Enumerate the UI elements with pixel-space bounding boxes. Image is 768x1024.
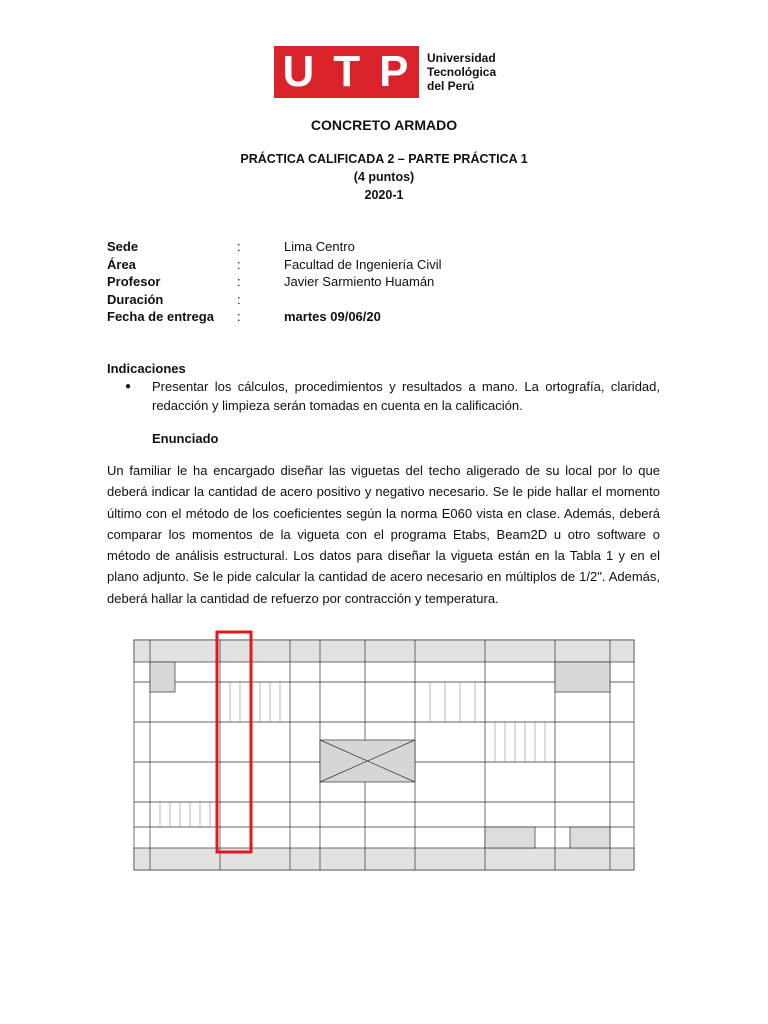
info-colon: : [237, 256, 241, 272]
logo-line-2: Tecnológica [427, 65, 497, 79]
info-value: martes 09/06/20 [284, 309, 381, 324]
info-colon: : [237, 291, 241, 307]
exam-header [0, 150, 768, 204]
logo-letter-p: P [379, 47, 411, 96]
indications-title: Indicaciones [107, 361, 186, 376]
exam-title: PRÁCTICA CALIFICADA 2 – PARTE PRÁCTICA 1 [240, 152, 528, 166]
logo-letter-t: T [333, 47, 363, 96]
statement-text: Un familiar le ha encargado diseñar las viguetas del techo aligerado de su local por lo que deberá indicar la cantidad de acero positivo y negativo necesario. Se le pide hallar el momento último con el método de los coeficientes según la norma E060 vista en clase. Además, deberá comparar los momentos de la vigueta con el programa Etabs, Beam2D u otro software o método de análisis estructural. Los datos para diseñar la vigueta están en la Tabla 1 y en el plano adjunto. Se le pide calcular la cantidad de acero necesario en múltiplos de 1/2". Además, deberá hallar la cantidad de refuerzo por contracción y temperatura. [107, 463, 660, 606]
info-table [107, 238, 442, 326]
info-label: Área [107, 256, 136, 272]
info-row [107, 273, 442, 291]
utp-logo [274, 46, 496, 98]
info-row [107, 308, 442, 326]
statement-title: Enunciado [152, 431, 219, 446]
info-row [107, 291, 442, 309]
course-title: CONCRETO ARMADO [310, 117, 458, 133]
logo-wordmark [427, 51, 496, 93]
logo-letter-u: U [282, 47, 317, 96]
info-label: Sede [107, 239, 139, 254]
logo-mark [274, 46, 419, 98]
bullet-icon: ● [125, 381, 132, 392]
exam-period: 2020-1 [364, 188, 404, 202]
exam-points: (4 puntos) [353, 170, 415, 184]
highlighted-joist-strip [217, 632, 251, 852]
info-label: Profesor [107, 274, 161, 289]
info-label: Duración [107, 291, 164, 307]
info-row [107, 256, 442, 274]
logo-line-1: Universidad [427, 51, 496, 65]
info-value: Facultad de Ingeniería Civil [284, 256, 442, 272]
info-label: Fecha de entrega [107, 309, 214, 324]
indication-item [125, 378, 660, 415]
info-value: Javier Sarmiento Huamán [284, 274, 435, 289]
info-row [107, 238, 442, 256]
floor-plan-drawing [120, 622, 640, 902]
info-colon: : [237, 239, 241, 254]
info-value: Lima Centro [284, 239, 355, 254]
indication-text: Presentar los cálculos, procedimientos y resultados a mano. La ortografía, claridad, redacción y limpieza serán tomadas en cuenta en la calificación. [152, 379, 660, 413]
logo-line-3: del Perú [427, 79, 475, 93]
info-colon: : [237, 274, 241, 289]
info-colon: : [237, 309, 241, 324]
